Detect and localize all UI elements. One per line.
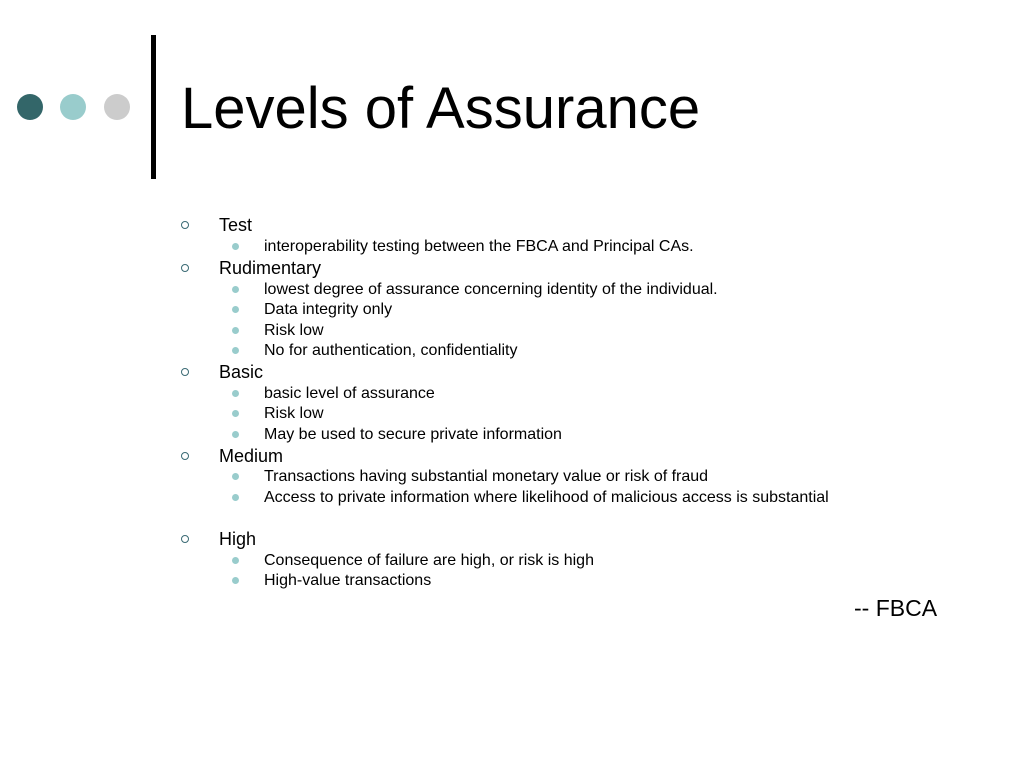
section-heading: Test: [219, 215, 253, 235]
level1-bullet-icon: [181, 368, 189, 376]
section-item: basic level of assurance: [264, 385, 435, 402]
section-heading: Rudimentary: [219, 258, 322, 278]
level2-bullet-icon: [232, 347, 239, 354]
level2-bullet-icon: [232, 306, 239, 313]
section-item: May be used to secure private information: [264, 426, 562, 443]
section-item: No for authentication, confidentiality: [264, 342, 518, 359]
section-heading: Medium: [219, 446, 284, 466]
level1-bullet-icon: [181, 452, 189, 460]
section-item: High-value transactions: [264, 572, 432, 589]
section-item: Consequence of failure are high, or risk is high: [264, 552, 594, 569]
level2-bullet-icon: [232, 577, 239, 584]
section-heading: High: [219, 529, 257, 549]
level2-bullet-icon: [232, 286, 239, 293]
section-heading: Basic: [219, 362, 264, 382]
level2-bullet-icon: [232, 473, 239, 480]
level1-bullet-icon: [181, 221, 189, 229]
level2-bullet-icon: [232, 243, 239, 250]
section-item: Risk low: [264, 405, 324, 422]
level2-bullet-icon: [232, 557, 239, 564]
attribution: -- FBCA: [854, 595, 938, 621]
slide-title: Levels of Assurance: [181, 76, 701, 141]
section-item: lowest degree of assurance concerning identity of the individual.: [264, 281, 718, 298]
section-item: Data integrity only: [264, 301, 393, 318]
section-item: interoperability testing between the FBCA and Principal CAs.: [264, 238, 694, 255]
section-item: Access to private information where likelihood of malicious access is substantial: [264, 489, 829, 506]
section-item: Transactions having substantial monetary value or risk of fraud: [264, 468, 709, 485]
level2-bullet-icon: [232, 390, 239, 397]
level2-bullet-icon: [232, 494, 239, 501]
level2-bullet-icon: [232, 410, 239, 417]
level1-bullet-icon: [181, 264, 189, 272]
level1-bullet-icon: [181, 535, 189, 543]
section-item: Risk low: [264, 322, 324, 339]
level2-bullet-icon: [232, 431, 239, 438]
level2-bullet-icon: [232, 327, 239, 334]
